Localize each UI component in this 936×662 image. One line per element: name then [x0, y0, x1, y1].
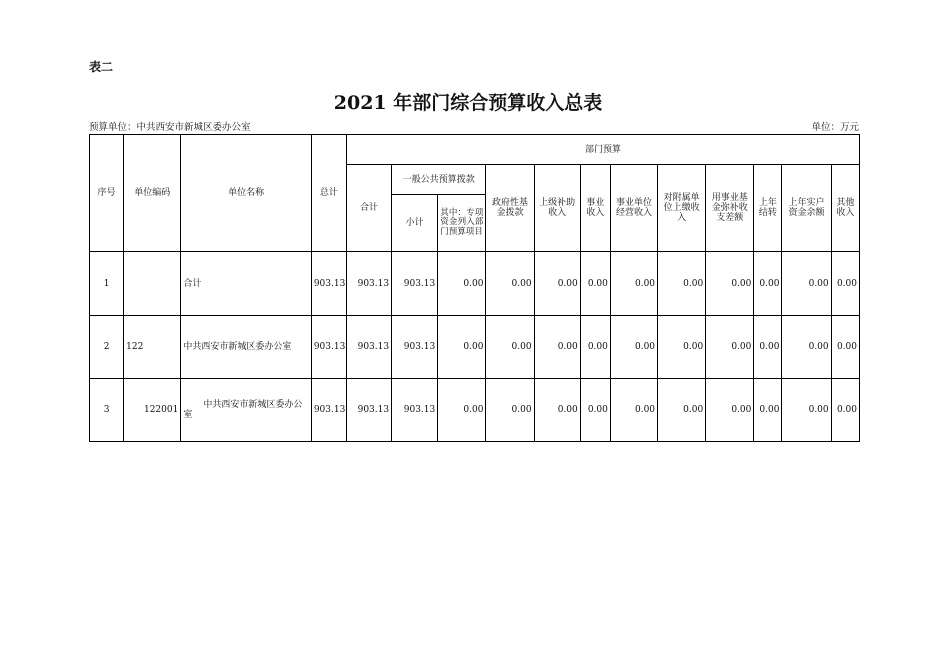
row-code [124, 252, 181, 316]
row-total: 903.13 [311, 379, 346, 442]
header-business-income: 事业单位经营收入 [610, 165, 657, 252]
budget-unit: 预算单位：中共西安市新城区委办公室 [89, 122, 251, 133]
page-title: 2021 年部门综合预算收入总表 [333, 92, 603, 114]
row-career-income: 0.00 [580, 252, 610, 316]
row-business-income: 0.00 [610, 316, 657, 379]
row-fund-balance: 0.00 [706, 316, 754, 379]
row-other: 0.00 [831, 379, 859, 442]
row-special: 0.00 [438, 379, 486, 442]
row-upper-subsidy: 0.00 [534, 379, 580, 442]
header-total: 总计 [311, 135, 346, 252]
row-gov-fund: 0.00 [486, 316, 534, 379]
income-summary-table [89, 134, 860, 442]
row-subtotal: 903.13 [392, 316, 438, 379]
currency-unit: 单位：万元 [811, 122, 859, 133]
header-name: 单位名称 [181, 135, 311, 252]
row-subtotal-all: 903.13 [346, 379, 391, 442]
header-last-year-real: 上年实户资金余额 [782, 165, 831, 252]
row-subtotal: 903.13 [392, 252, 438, 316]
header-dept-budget: 部门预算 [346, 135, 859, 165]
row-career-income: 0.00 [580, 316, 610, 379]
table-row [90, 316, 860, 379]
row-last-year: 0.00 [754, 379, 782, 442]
row-subtotal: 903.13 [392, 379, 438, 442]
row-last-year-real: 0.00 [782, 316, 831, 379]
row-last-year: 0.00 [754, 252, 782, 316]
table-label: 表二 [89, 60, 114, 74]
header-general-public: 一般公共预算拨款 [392, 165, 486, 195]
table-row [90, 379, 860, 442]
row-fund-balance: 0.00 [706, 252, 754, 316]
row-last-year: 0.00 [754, 316, 782, 379]
row-name: 合计 [181, 252, 311, 316]
row-total: 903.13 [311, 252, 346, 316]
row-seq: 3 [90, 379, 124, 442]
row-career-income: 0.00 [580, 379, 610, 442]
table-row [90, 252, 860, 316]
row-name: 中共西安市新城区委办公室 [181, 316, 311, 379]
row-affiliated: 0.00 [658, 379, 706, 442]
row-gov-fund: 0.00 [486, 379, 534, 442]
row-subtotal-all: 903.13 [346, 252, 391, 316]
header-upper-subsidy: 上级补助收入 [534, 165, 580, 252]
row-other: 0.00 [831, 316, 859, 379]
row-last-year-real: 0.00 [782, 379, 831, 442]
row-code: 122001 [124, 379, 181, 442]
header-seq: 序号 [90, 135, 124, 252]
header-code: 单位编码 [124, 135, 181, 252]
row-last-year-real: 0.00 [782, 252, 831, 316]
row-gov-fund: 0.00 [486, 252, 534, 316]
row-other: 0.00 [831, 252, 859, 316]
header-other: 其他收入 [831, 165, 859, 252]
row-seq: 2 [90, 316, 124, 379]
header-subtotal: 小计 [392, 195, 438, 252]
row-special: 0.00 [438, 316, 486, 379]
row-name: 中共西安市新城区委办公室 [181, 379, 311, 442]
row-total: 903.13 [311, 316, 346, 379]
row-seq: 1 [90, 252, 124, 316]
row-subtotal-all: 903.13 [346, 316, 391, 379]
row-business-income: 0.00 [610, 379, 657, 442]
row-fund-balance: 0.00 [706, 379, 754, 442]
row-upper-subsidy: 0.00 [534, 252, 580, 316]
header-affiliated: 对附属单位上缴收入 [658, 165, 706, 252]
row-affiliated: 0.00 [658, 316, 706, 379]
header-last-year: 上年结转 [754, 165, 782, 252]
row-special: 0.00 [438, 252, 486, 316]
header-special: 其中：专项资金列入部门预算项目 [438, 195, 486, 252]
header-subtotal-all: 合计 [346, 165, 391, 252]
header-fund-balance: 用事业基金弥补收支差额 [706, 165, 754, 252]
header-career-income: 事业收入 [580, 165, 610, 252]
row-upper-subsidy: 0.00 [534, 316, 580, 379]
header-gov-fund: 政府性基金拨款 [486, 165, 534, 252]
row-affiliated: 0.00 [658, 252, 706, 316]
row-business-income: 0.00 [610, 252, 657, 316]
row-code: 122 [124, 316, 181, 379]
